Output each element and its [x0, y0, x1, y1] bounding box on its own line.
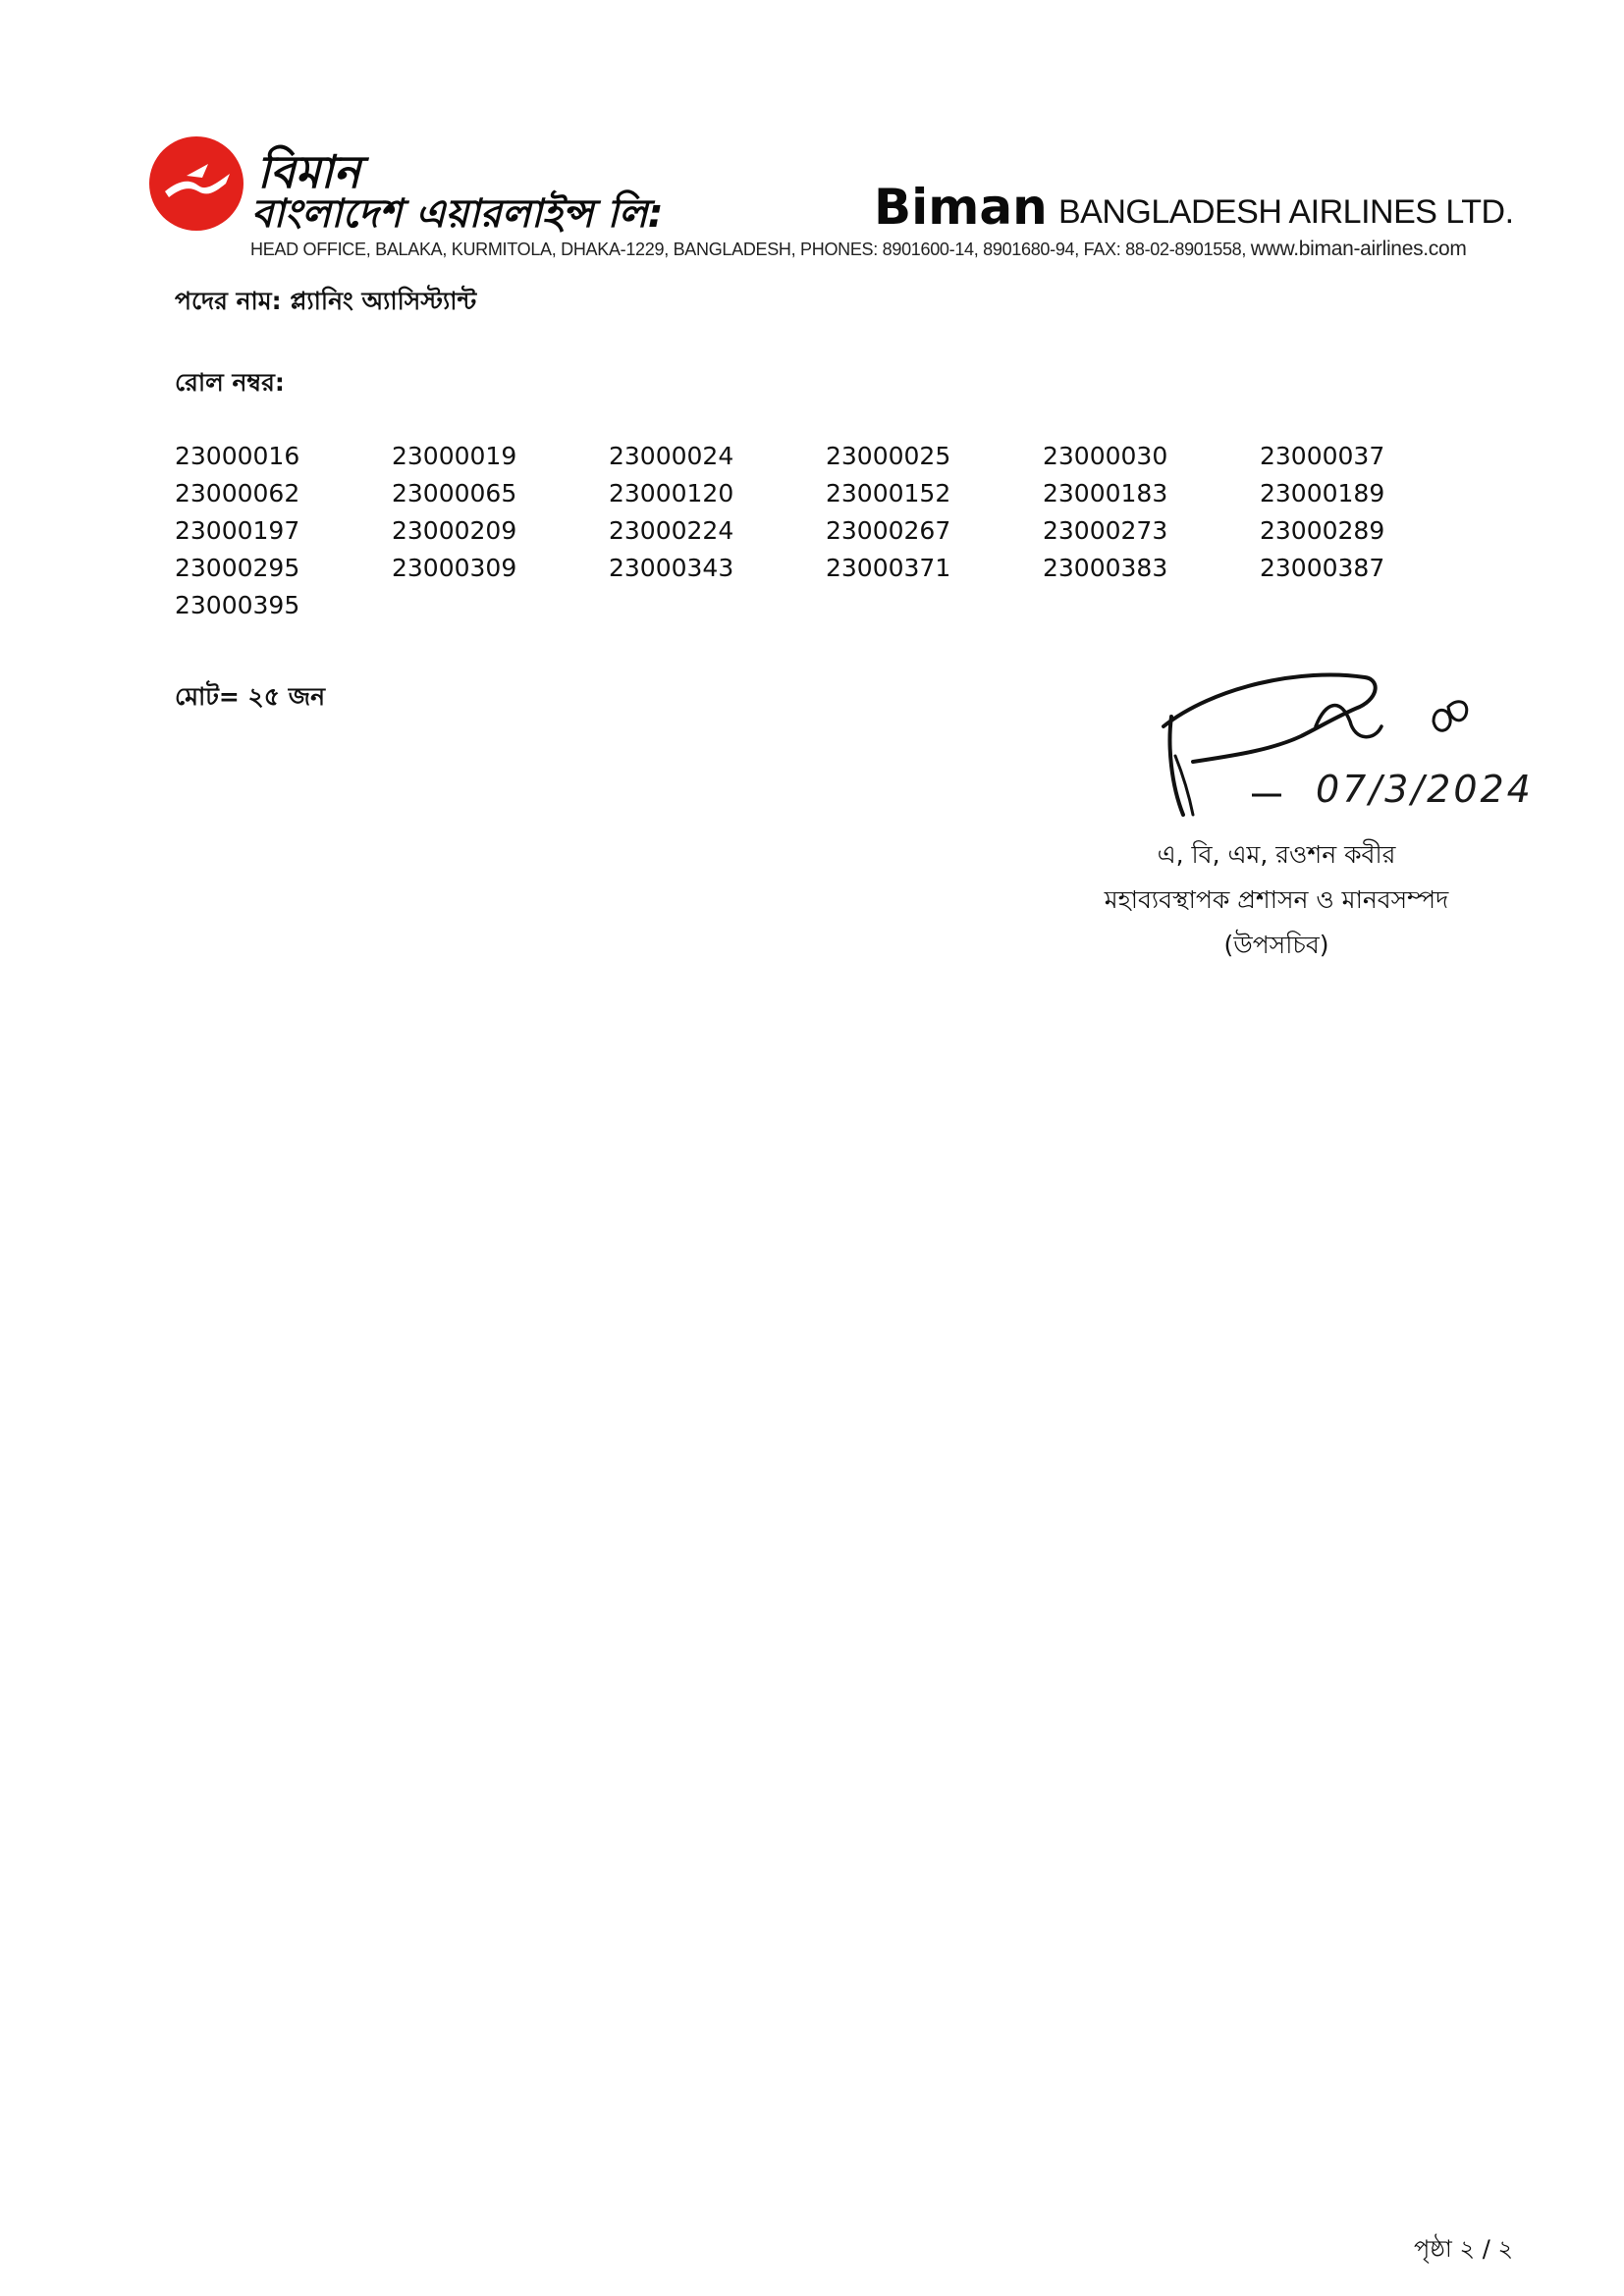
roll-number: 23000189: [1260, 479, 1385, 507]
roll-number: 23000295: [175, 554, 300, 582]
roll-number: 23000371: [826, 554, 951, 582]
roll-number: 23000387: [1260, 554, 1385, 582]
website-link[interactable]: www.biman-airlines.com: [1250, 238, 1467, 260]
roll-number: 23000309: [392, 554, 517, 582]
roll-number: 23000030: [1043, 442, 1168, 470]
roll-heading: রোল নম্বর:: [175, 368, 285, 397]
page-number: পৃষ্ঠা ২ / ২: [1414, 2235, 1514, 2263]
roll-number: 23000197: [175, 516, 300, 545]
post-name: পদের নাম: প্ল্যানিং অ্যাসিস্ট্যান্ট: [175, 287, 477, 315]
roll-number: 23000120: [609, 479, 734, 507]
roll-number: 23000267: [826, 516, 951, 545]
roll-number: 23000289: [1260, 516, 1385, 545]
signatory-designation: মহাব্যবস্থাপক প্রশাসন ও মানবসম্পদ: [1104, 885, 1449, 914]
roll-number: 23000273: [1043, 516, 1168, 545]
roll-number: 23000395: [175, 591, 300, 619]
roll-number: 23000183: [1043, 479, 1168, 507]
brand-name-english: BANGLADESH AIRLINES LTD.: [1058, 193, 1514, 231]
signature-date: 07/3/2024: [1316, 768, 1534, 811]
roll-number: 23000383: [1043, 554, 1168, 582]
roll-number: 23000016: [175, 442, 300, 470]
signatory-block: [982, 832, 1571, 968]
roll-number: 23000343: [609, 554, 734, 582]
roll-number: 23000025: [826, 442, 951, 470]
signature-icon: [1154, 667, 1586, 844]
roll-number: 23000024: [609, 442, 734, 470]
signatory-rank: (উপসচিব): [1223, 931, 1329, 959]
roll-number: 23000062: [175, 479, 300, 507]
roll-number: 23000152: [826, 479, 951, 507]
brand-name-bangla-line1: বিমান: [257, 145, 361, 198]
biman-logo-icon: [147, 134, 245, 233]
roll-number: 23000065: [392, 479, 517, 507]
roll-number: 23000019: [392, 442, 517, 470]
total-count: মোট= ২৫ জন: [175, 682, 326, 711]
roll-number: 23000209: [392, 516, 517, 545]
head-office-text: HEAD OFFICE, BALAKA, KURMITOLA, DHAKA-1229, BANGLADESH, PHONES: 8901600-14, 8901680-94, FAX: 88-02-8901558,: [250, 240, 1247, 259]
roll-number-grid: [175, 440, 1412, 622]
signatory-name: এ, বি, এম, রওশন কবীর: [1157, 840, 1396, 869]
head-office-address: [250, 238, 1467, 261]
roll-number: 23000224: [609, 516, 734, 545]
brand-name-bangla-line2: বাংলাদেশ এয়ারলাইন্স লি:: [251, 191, 664, 237]
roll-number: 23000037: [1260, 442, 1385, 470]
brand-name-biman: Biman: [874, 179, 1048, 236]
